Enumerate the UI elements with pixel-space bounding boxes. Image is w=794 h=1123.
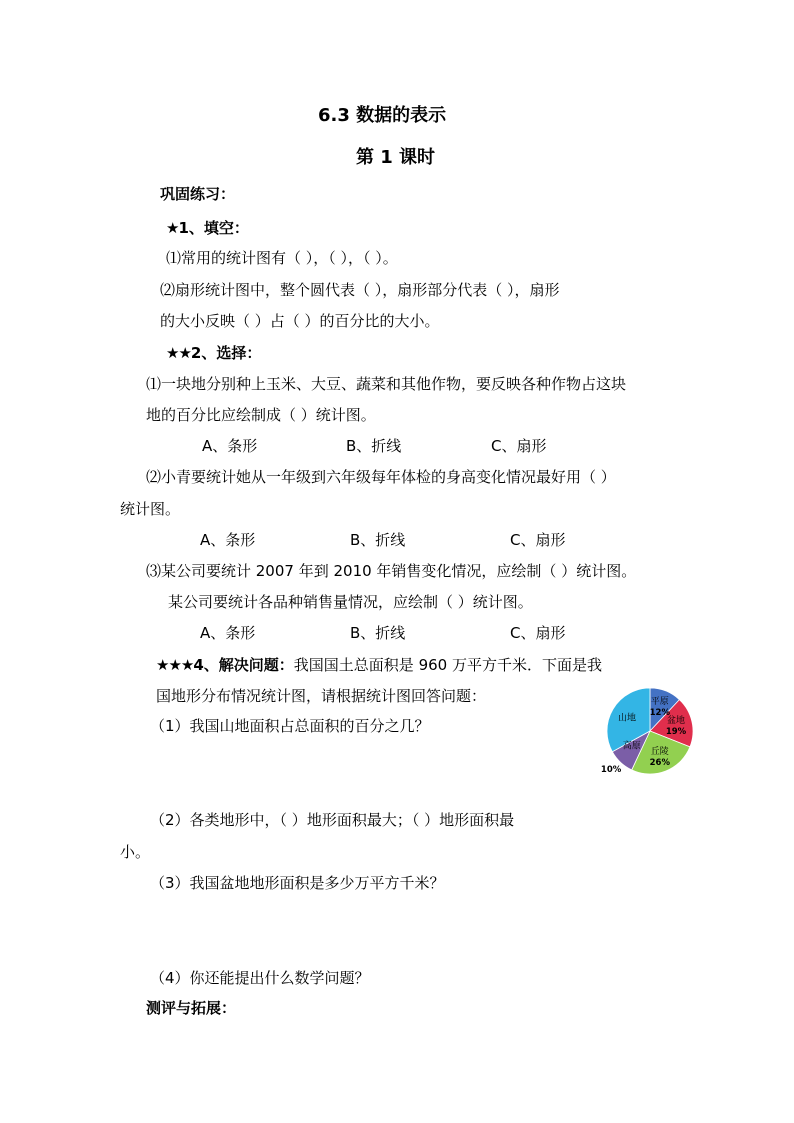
q2-p3-line-2: 某公司要统计各品种销售量情况，应绘制（ ）统计图。 bbox=[168, 593, 533, 611]
q1-stars: ★ bbox=[166, 219, 179, 237]
q2-p2-line-1: ⑵小青要统计她从一年级到六年级每年体检的身高变化情况最好用（ ） bbox=[146, 468, 616, 486]
q2-p3-option-b: B、折线 bbox=[350, 624, 406, 642]
pie-value-label-3: 10% bbox=[600, 765, 622, 776]
q2-p1-line-1: ⑴一块地分别种上玉米、大豆、蔬菜和其他作物，要反映各种作物占这块 bbox=[146, 375, 627, 393]
pie-label-4: 山地 bbox=[618, 713, 637, 724]
q4-sub-2-line-2: 小。 bbox=[120, 843, 151, 861]
q2-stars: ★★ bbox=[166, 344, 191, 362]
q2-p3-option-c: C、扇形 bbox=[510, 624, 566, 642]
q2-p2-option-c: C、扇形 bbox=[510, 531, 566, 549]
q2-p2-line-2: 统计图。 bbox=[120, 500, 181, 518]
q4-heading-text: 4、解决问题： bbox=[193, 656, 294, 674]
q2-p1-option-c: C、扇形 bbox=[491, 437, 547, 455]
q4-intro-text: 我国国土总面积是 960 万平方千米．下面是我 bbox=[293, 656, 602, 674]
q2-p1-line-2: 地的百分比应绘制成（ ）统计图。 bbox=[146, 406, 376, 424]
q1-line-2: ⑵扇形统计图中，整个圆代表（ ），扇形部分代表（ ），扇形 bbox=[160, 281, 560, 299]
q4-stars: ★★★ bbox=[156, 656, 194, 674]
q4-sub-3: （3）我国盆地地形面积是多少万平方千米？ bbox=[150, 874, 445, 892]
page-subtitle: 第 1 课时 bbox=[356, 147, 436, 168]
q1-heading bbox=[166, 218, 249, 238]
pie-label-2: 丘陵 bbox=[650, 746, 669, 757]
pie-value-label-1: 19% bbox=[665, 727, 687, 738]
section-practice-heading: 巩固练习： bbox=[160, 185, 236, 203]
q4-sub-4: （4）你还能提出什么数学问题？ bbox=[150, 969, 370, 987]
q2-p2-option-a: A、条形 bbox=[200, 531, 256, 549]
q4-intro-line-2: 国地形分布情况统计图，请根据统计图回答问题： bbox=[156, 687, 487, 705]
q1-line-1: ⑴常用的统计图有（ ），（ ），（ ）。 bbox=[166, 249, 398, 267]
pie-label-1: 盆地 bbox=[667, 716, 686, 727]
q1-line-3: 的大小反映（ ）占（ ）的百分比的大小。 bbox=[160, 312, 440, 330]
q4-intro-line-1 bbox=[156, 655, 602, 675]
q1-heading-text: 1、填空： bbox=[178, 219, 249, 237]
pie-label-0: 平原 bbox=[650, 697, 669, 708]
pie-value-label-2: 26% bbox=[649, 757, 670, 768]
q4-sub-1: （1）我国山地面积占总面积的百分之几？ bbox=[150, 717, 430, 735]
q2-p1-option-b: B、折线 bbox=[346, 437, 402, 455]
q2-p1-option-a: A、条形 bbox=[202, 437, 258, 455]
terrain-pie-chart bbox=[590, 686, 710, 776]
q2-p3-option-a: A、条形 bbox=[200, 624, 256, 642]
q2-p3-line-1: ⑶某公司要统计 2007 年到 2010 年销售变化情况，应绘制（ ）统计图。 bbox=[146, 562, 637, 580]
pie-label-3: 高原 bbox=[622, 741, 641, 752]
q4-sub-2-line-1: （2）各类地形中，（ ）地形面积最大；（ ）地形面积最 bbox=[150, 811, 515, 829]
q2-heading bbox=[166, 343, 261, 363]
q2-heading-text: 2、选择： bbox=[190, 344, 262, 362]
section-eval-heading: 测评与拓展： bbox=[146, 999, 237, 1017]
page-title: 6.3 数据的表示 bbox=[318, 105, 447, 126]
q2-p2-option-b: B、折线 bbox=[350, 531, 406, 549]
pie-value-label-0: 12% bbox=[649, 708, 670, 719]
